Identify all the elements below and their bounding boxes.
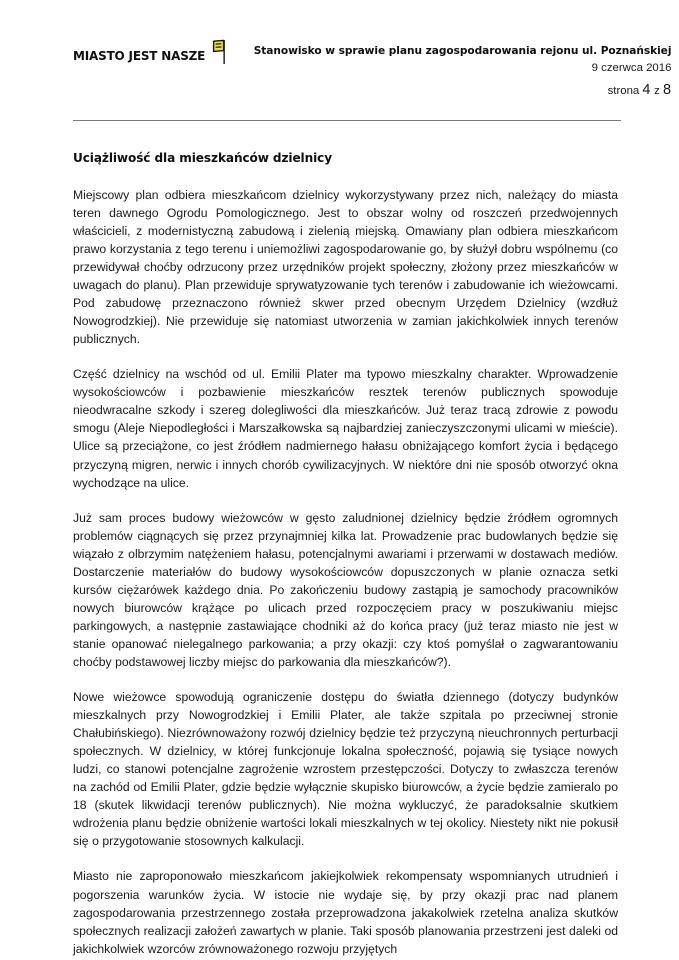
page-number [254, 80, 672, 102]
page-number-current: 4 [642, 82, 651, 99]
body-paragraph: Nowe wieżowce spowodują ograniczenie dostępu do światła dziennego (dotyczy budynków mieszkalnych przy Nowogrodzkiej i Emilii Plater, ale także szpitala po przeciwnej stronie Chałubińskiego). Niezrównoważony rozwój dzielnicy będzie też przyczyną nieuchronnych perturbacji społecznych. W dzielnicy, w której funkcjonuje lokalna społeczność, pojawią się tysiące nowych ludzi, co stanowi potencjalne zagrożenie wzrostem przestępczości. Dotyczy to zwłaszcza terenów na zachód od Emilii Plater, gdzie będzie wyłącznie skupisko biurowców, a życie będzie zamieralo po 18 (skutek likwidacji terenów publicznych). Nie można wykluczyć, że paradoksalnie skutkiem wdrożenia planu będzie obniżenie wartości lokali mieszkalnych w tej okolicy. Niestety nikt nie pokusił się o przygotowanie stosownych kalkulacji. [73, 690, 618, 849]
page-number-prefix: strona [607, 85, 640, 98]
document-title: Stanowisko w sprawie planu zagospodarowania rejonu ul. Poznańskiej [253, 45, 672, 57]
header-meta-block [230, 44, 672, 102]
body-paragraph: Część dzielnicy na wschód od ul. Emilii Plater ma typowo mieszkalny charakter. Wprowadzenie wysokościowców i pozbawienie mieszkańców resztek terenów publicznych spowoduje nieodwracalne szkody i szereg dolegliwości dla mieszkańców. Już teraz tracą zdrowie z powodu smogu (Aleje Niepodległości i Marszałkowska są najbardziej zanieczyszczonymi ulicami w mieście). Ulice są przeciążone, co jest źródłem nadmiernego hałasu obniżającego komfort życia i będącego przyczyną migren, nerwic i innych chorób cywilizacyjnych. W niektóre dni nie sposób otworzyć okna wychodzące na ulice. [73, 367, 618, 490]
organization-logo [73, 44, 230, 65]
document-date: 9 czerwca 2016 [591, 62, 672, 75]
page-header [0, 0, 679, 102]
section-heading: Uciążliwość dla mieszkańców dzielnicy [73, 151, 333, 166]
logo-wordmark: MIASTO JEST NASZE [73, 48, 206, 63]
page-number-total: 8 [662, 82, 672, 99]
flag-icon [212, 39, 230, 65]
page-number-separator: z [654, 85, 660, 98]
body-paragraph: Miejscowy plan odbiera mieszkańcom dzielnicy wykorzystywany przez nich, należący do miasta teren dawnego Ogrodu Pomologicznego. Jest to obszar wolny od roszczeń przedwojennych właścicieli, z modernistyczną zabudową i zielenią miejską. Omawiany plan odbiera mieszkańcom prawo korzystania z tego terenu i uniemożliwi zagospodarowanie go, by służył dobru wspólnemu (co przewidywał choćby odrzucony przez urzędników projekt społeczny, złożony przez mieszkańców w uwagach do planu). Plan przewiduje sprywatyzowanie tych terenów i zabudowanie ich wieżowcami. Pod zabudowę przeznaczono również skwer przed obecnym Urzędem Dzielnicy (wzdłuż Nowogrodzkiej). Nie przewiduje się natomiast utworzenia w zamian jakichkolwiek innych terenów publicznych. [73, 187, 618, 347]
header-divider [73, 120, 621, 121]
document-body [0, 151, 679, 958]
body-paragraph: Miasto nie zaproponowało mieszkańcom jakiejkolwiek rekompensaty wspomnianych utrudnień i pogorszenia warunków życia. W istocie nie wydaje się, by przy okazji prac nad planem zagospodarowania przestrzennego została przeprowadzona jakakolwiek rzetelna analiza skutków społecznych realizacji założeń zawartych w planie. Taki sposób planowania przestrzeni jest daleki od jakichkolwiek wzorców zrównoważonego rozwoju przyjętych [73, 869, 618, 956]
body-paragraph: Już sam proces budowy wieżowców w gęsto zaludnionej dzielnicy będzie źródłem ogromnych problemów ciągnących się przez przynajmniej kilka lat. Prowadzenie prac budowlanych będzie się wiązało z olbrzymim natężeniem hałasu, potencjalnymi awariami i przerwami w dostawach mediów. Dostarczenie materiałów do budowy wysokościowców dopuszczonych w planie oznacza setki kursów ciężarówek każdego dnia. Po zakończeniu budowy zastąpią je samochody pracowników nowych biurowców krążące po ulicach przed rozpoczęciem pracy w poszukiwaniu miejsc parkingowych, a następnie zastawiające chodniki aż do końca pracy (już teraz miasto nie jest w stanie opanować nielegalnego parkowania; a przy okazji: czy ktoś pomyślał o zagwarantowaniu choćby podstawowej liczby miejsc do parkowania dla mieszkańców?). [73, 510, 618, 669]
